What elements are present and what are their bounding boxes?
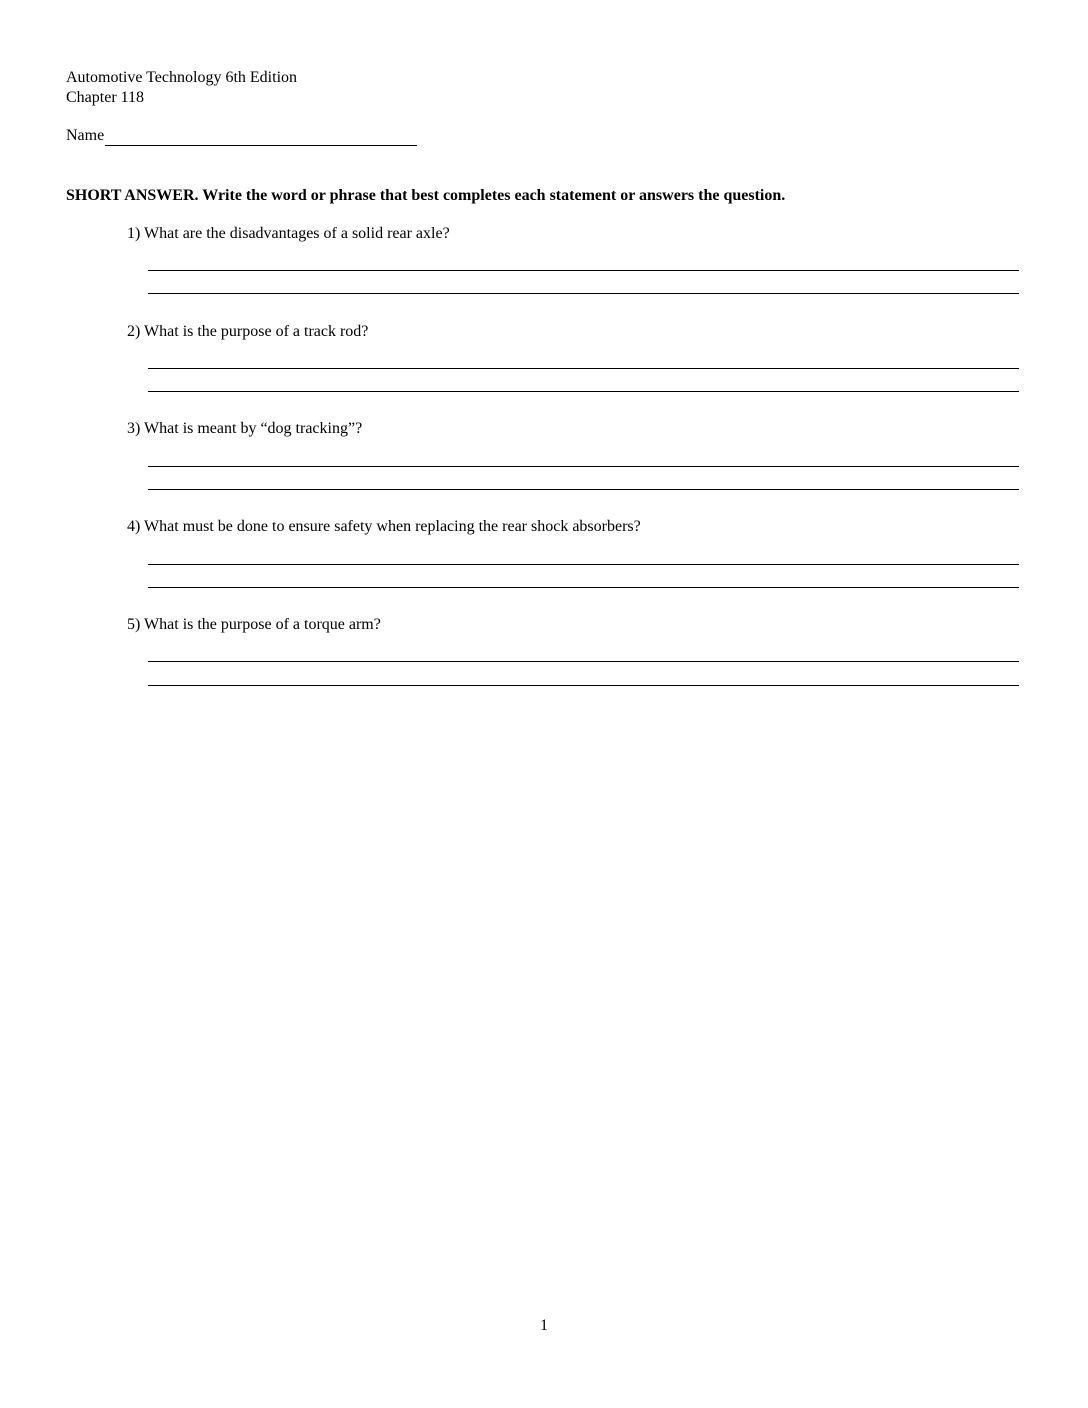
book-title: Automotive Technology 6th Edition: [66, 69, 298, 86]
page-number: 1: [540, 1317, 548, 1334]
answer-line-5a[interactable]: [148, 661, 1019, 662]
chapter-label: Chapter 118: [66, 89, 145, 106]
question-2: 2) What is the purpose of a track rod?: [127, 323, 369, 340]
answer-line-4a[interactable]: [148, 564, 1019, 565]
question-1: 1) What are the disadvantages of a solid rear axle?: [127, 225, 450, 242]
section-instructions: SHORT ANSWER. Write the word or phrase that best completes each statement or answers the question.: [66, 187, 786, 204]
answer-line-3b[interactable]: [148, 489, 1019, 490]
answer-line-1b[interactable]: [148, 293, 1019, 294]
answer-line-4b[interactable]: [148, 587, 1019, 588]
name-blank-line[interactable]: [105, 127, 417, 146]
answer-line-3a[interactable]: [148, 466, 1019, 467]
answer-line-5b[interactable]: [148, 685, 1019, 686]
name-label: Name: [66, 127, 105, 144]
document-header: [66, 68, 297, 108]
question-3: 3) What is meant by “dog tracking”?: [127, 420, 363, 437]
name-field: [66, 126, 417, 146]
answer-line-2a[interactable]: [148, 368, 1019, 369]
question-5: 5) What is the purpose of a torque arm?: [127, 616, 381, 633]
answer-line-1a[interactable]: [148, 270, 1019, 271]
answer-line-2b[interactable]: [148, 391, 1019, 392]
question-4: 4) What must be done to ensure safety when replacing the rear shock absorbers?: [127, 518, 641, 535]
